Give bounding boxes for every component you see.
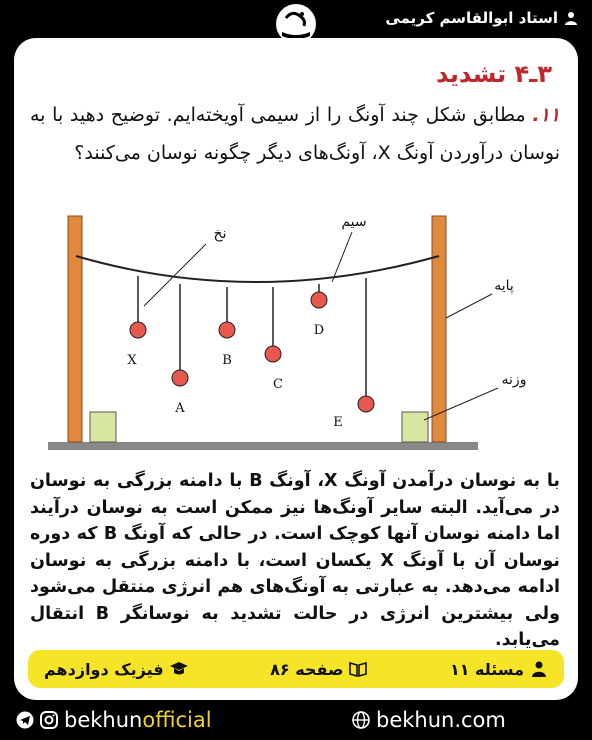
pendulum-a <box>172 284 188 386</box>
label-wire: سیم <box>341 214 367 230</box>
label-c: C <box>273 377 283 392</box>
label-e: E <box>333 415 343 430</box>
pendulum-d <box>311 284 327 308</box>
open-book-icon <box>349 661 367 677</box>
section-number: ۳ـ۴ تشدید <box>435 60 552 88</box>
pendulum-b <box>219 287 235 338</box>
question-text: مطابق شکل چند آونگ را از سیمی آویخته‌ایم. توضیح دهید با به نوسان درآوردن آونگ X، آونگ‌های دیگر چگونه نوسان می‌کنند؟ <box>30 104 560 164</box>
instagram-icon <box>40 711 58 729</box>
label-string: نخ <box>213 226 227 242</box>
label-d: D <box>313 323 325 338</box>
info-bar <box>28 650 564 688</box>
author-name: استاد ابوالقاسم کریمی <box>385 9 558 27</box>
stand-pointer <box>446 294 492 318</box>
question-number: ۱۱. <box>532 104 561 126</box>
graduation-cap-icon <box>170 661 188 677</box>
info-problem <box>450 660 548 679</box>
pendulum-x <box>130 276 146 338</box>
label-x: X <box>127 353 137 368</box>
answer-text: با به نوسان درآمدن آونگ X، آونگ B با دامنه بزرگی به نوسان در می‌آید. البته سایر آونگ‌ها نیز ممکن است به نوسان درآیند اما دامنه نوسان آنها کوچک است. در حالی که آونگ B که دوره نوسان آن با آونگ X یکسان است، با دامنه بزرگی به نوسان ادامه می‌دهد. به عبارتی به آونگ‌های هم انرژی منتقل می‌شود ولی بیشترین انرژی در حالت تشدید به نوسانگر B انتقال می‌یابد. <box>30 471 561 650</box>
info-book <box>44 660 188 679</box>
left-post <box>68 216 82 442</box>
left-weight <box>90 412 116 442</box>
handle-suffix: official <box>142 708 212 732</box>
book-label: فیزیک دوازدهم <box>44 659 164 679</box>
label-a: A <box>175 401 185 416</box>
label-stand: پایه <box>494 278 514 294</box>
user-icon <box>564 11 578 25</box>
globe-icon <box>352 711 370 729</box>
footer <box>0 700 592 740</box>
content-card <box>14 38 578 700</box>
right-weight <box>402 412 428 442</box>
label-weight: وزنه <box>501 372 527 388</box>
label-b: B <box>222 353 232 368</box>
page-label: صفحه ۸۶ <box>270 659 344 679</box>
top-bar <box>0 0 592 38</box>
pendulum-e <box>358 278 374 412</box>
problem-label: مسئله ۱۱ <box>449 659 524 679</box>
string-pointer <box>144 244 206 306</box>
pendulum-figure <box>14 198 578 498</box>
pendulum-c <box>265 287 281 362</box>
handle-prefix: bekhun <box>64 708 143 732</box>
website-text: bekhun.com <box>376 708 506 732</box>
wire <box>76 256 439 282</box>
info-page <box>270 660 367 679</box>
website-link[interactable] <box>352 708 506 732</box>
base-board <box>48 442 478 450</box>
social-handle[interactable] <box>16 708 212 732</box>
telegram-icon <box>16 711 34 729</box>
question <box>30 96 560 172</box>
author <box>385 9 578 27</box>
right-post <box>432 216 446 442</box>
person-icon <box>530 661 548 677</box>
